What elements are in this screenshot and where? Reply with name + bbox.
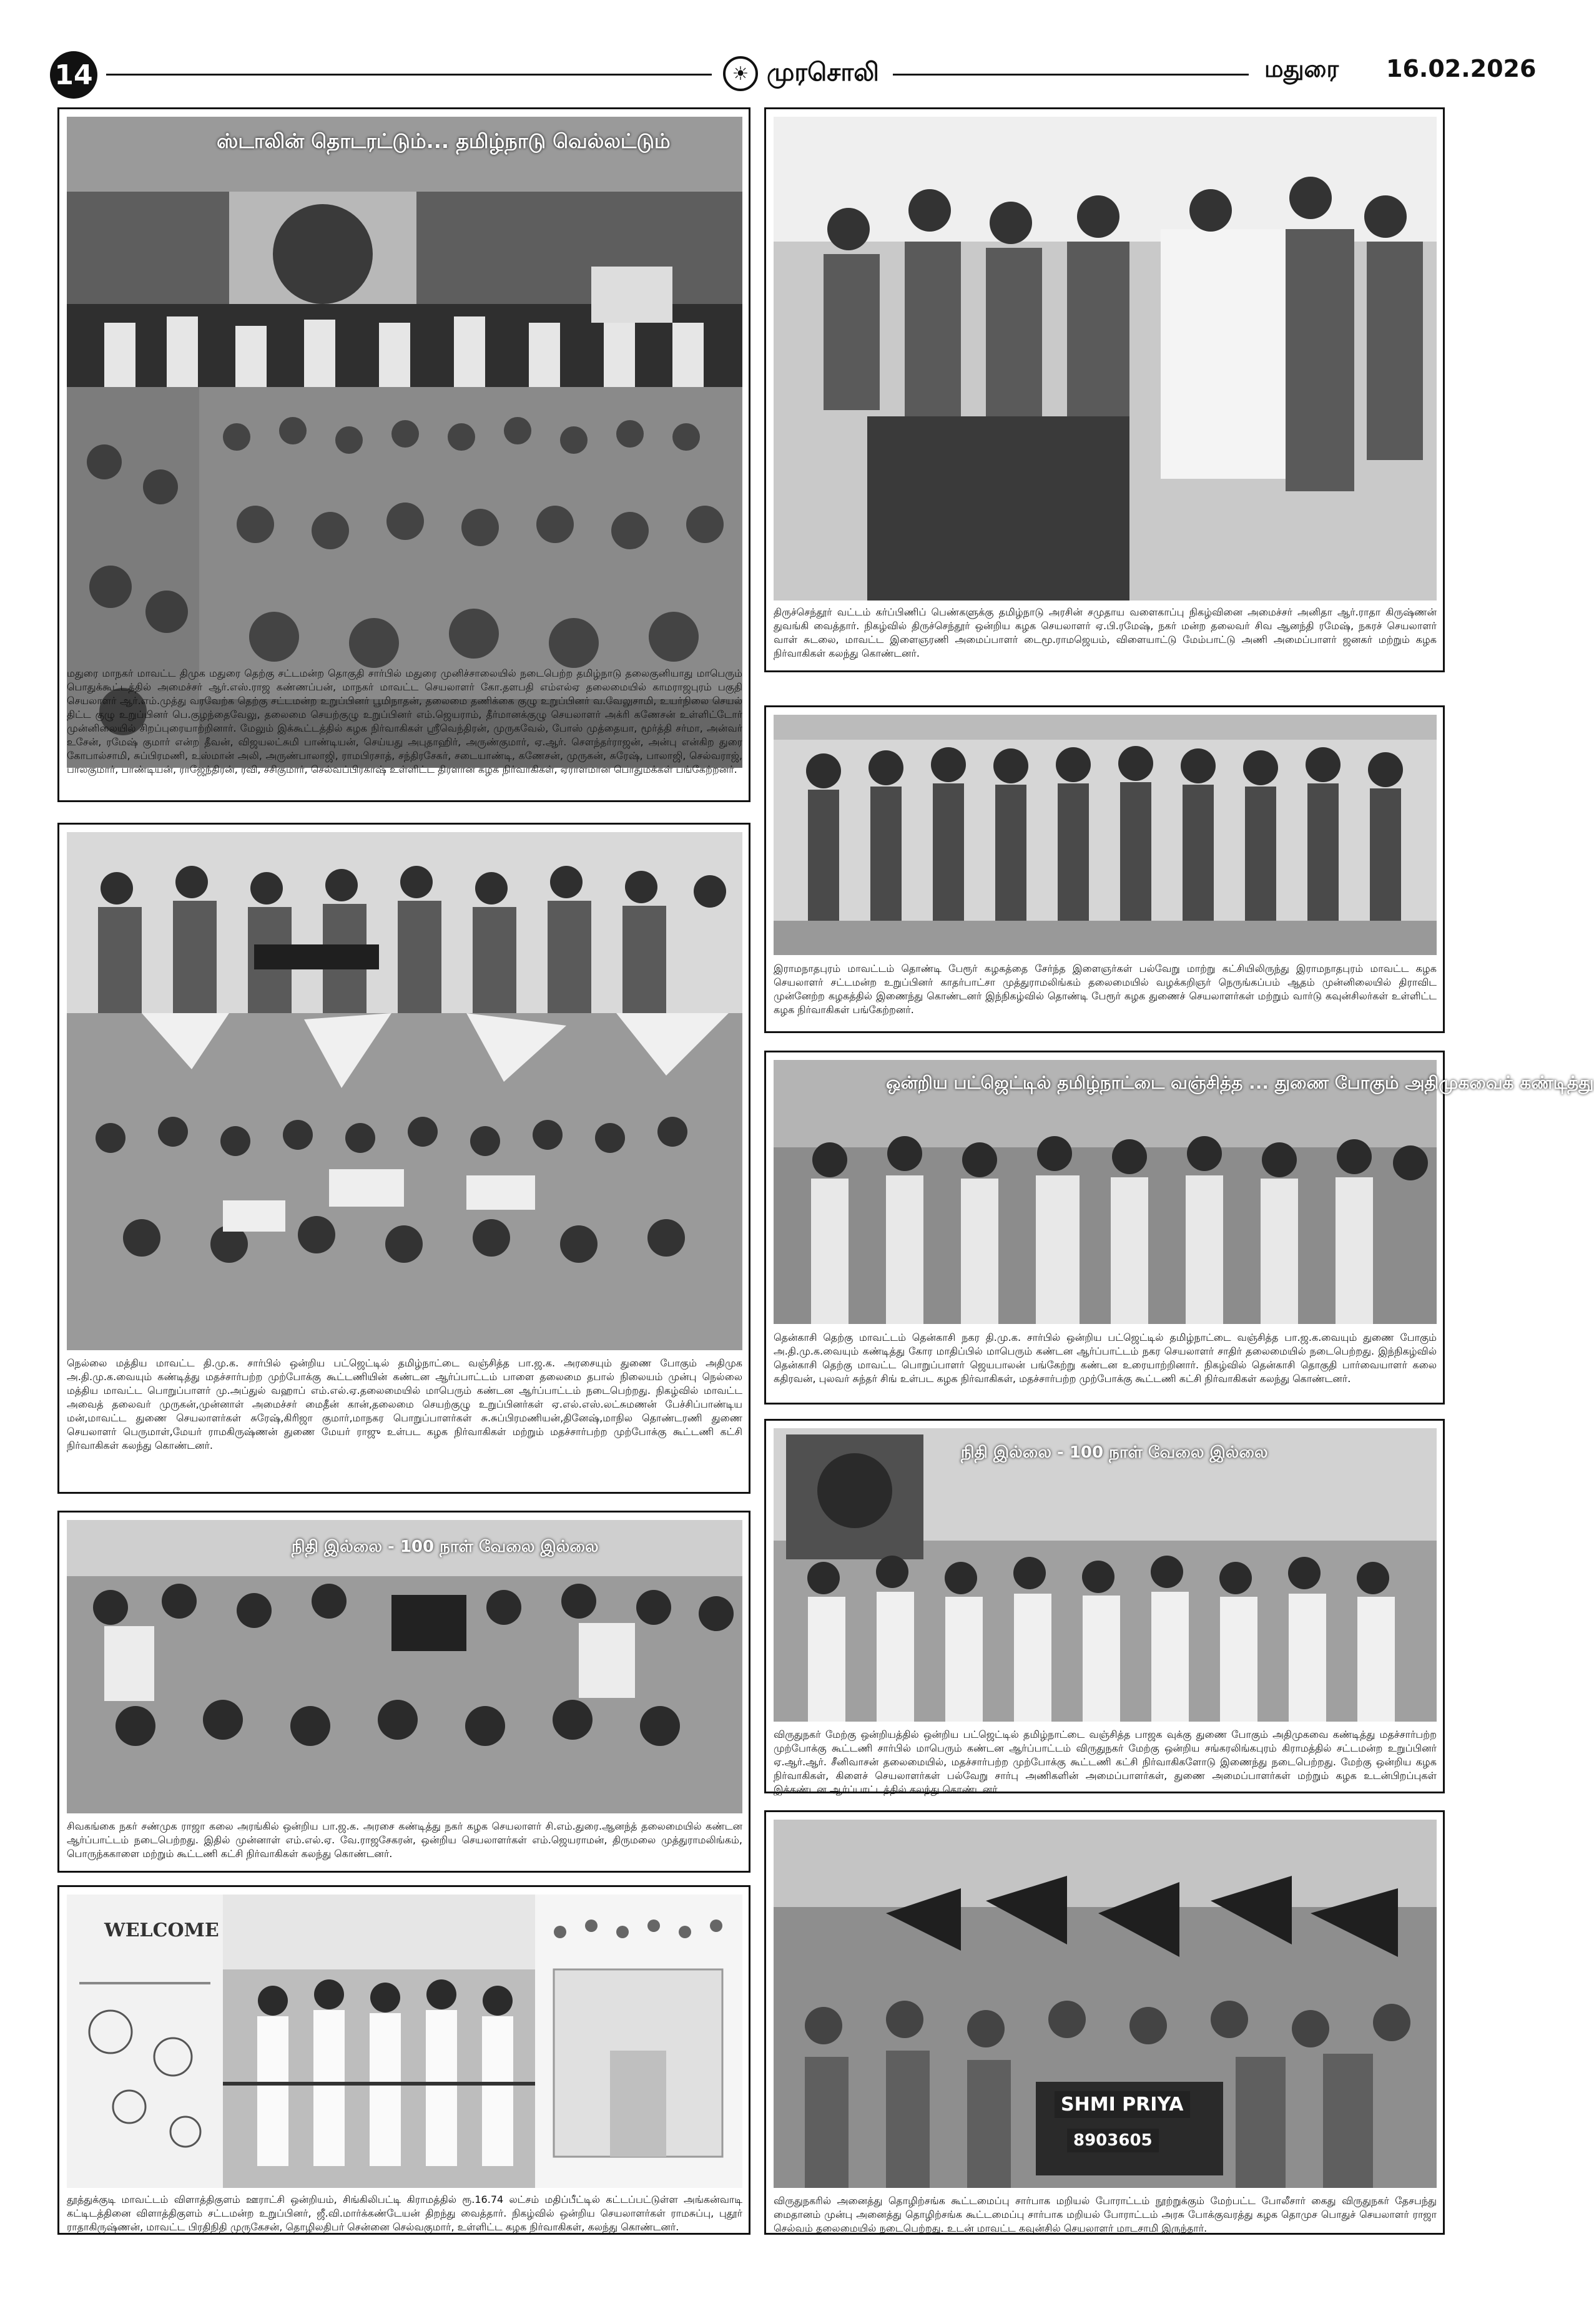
photo-protest xyxy=(67,1520,742,1813)
photo-protest xyxy=(774,1060,1594,1324)
story-tenkasi-protest xyxy=(764,1051,1594,1405)
story-caption: இராமநாதபுரம் மாவட்டம் தொண்டி பேரூர் கழகத்தை சேர்ந்த இளைஞர்கள் பல்வேறு மாற்று கட்சியிலிருந்து இராமநாதபுரம் மாவட்ட கழக செயலாளர் சட்டமன்ற உறுப்பினர் காதர்பாட்சா முத்துராமலிங்கம் தலைமையில் வழக்கறிஞர் நெருங்கப்பம் ஆதம் முன்னிலையில் திராவிட முன்னேற்ற கழகத்தில் இணைந்து கொண்டனர் இந்நிகழ்வில் தொண்டி பேரூர் கழக துணைச் செயலாளர்கள் மற்றும் வார்டு கவுன்சிலர்கள் உள்ளிட்ட கழக நிர்வாகிகள் பங்கேற்றனர். xyxy=(774,963,1437,1016)
photo-banner-text: ஒன்றிய பட்ஜெட்டில் தமிழ்நாட்டை வஞ்சித்த ... துணை போகும் அதிமுகவைக் கண்டித்து xyxy=(886,1072,1594,1093)
story-nellai-protest xyxy=(57,823,750,1494)
story-virudhunagar-union xyxy=(764,1810,1445,2235)
welcome-sign-text: WELCOME xyxy=(104,1920,219,1941)
photo-protest xyxy=(774,1428,1437,1722)
photo-stage xyxy=(67,832,742,1013)
issue-date: 16.02.2026 xyxy=(1386,55,1537,82)
story-caption: தூத்துக்குடி மாவட்டம் விளாத்திகுளம் ஊராட்சி ஒன்றியம், சிங்கிலிபட்டி கிராமத்தில் ரூ.16.74 லட்சம் மதிப்பீட்டில் கட்டப்பட்டுள்ள அங்கன்வாடி கட்டிடத்தினை விளாத்திகுளம் சட்டமன்ற உறுப்பினர், ஜீ.வி.மார்க்கண்டேயன் திறந்து வைத்தார். நிகழ்வில் ஒன்றிய செயலாளர்கள் ராமசுப்பு, புதூர் ராதாகிருஷ்ணன், மாவட்ட பிரதிநிதி முருகேசன், தொழிலதிபர் சென்னை செல்வகுமார், உள்ளிட்ட கழக நிர்வாகிகள், கலந்து கொண்டனர். xyxy=(67,2194,743,2233)
story-caption: விருதுநகரில் அனைத்து தொழிற்சங்க கூட்டமைப்பு சார்பாக மறியல் போராட்டம் நூற்றுக்கும் மேற்பட்ட போலீசார் கைது விருதுநகர் தேசபந்து மைதானம் முன்பு அனைத்து தொழிற்சங்க கூட்டமைப்பு சார்பாக மறியல் போராட்டம் அரசு போக்குவரத்து கழக தொமுச பொதுச் செயலாளர் ராஜா செல்வம் தலைமையில் நடைபெற்றது. உடன் மாவட்ட கவுன்சில் செயலாளர் மாடசாமி இருந்தார். xyxy=(774,2195,1437,2234)
paper-name: முரசொலி xyxy=(767,57,879,87)
story-caption: மதுரை மாநகர் மாவட்ட திமுக மதுரை தெற்கு சட்டமன்ற தொகுதி சார்பில் மதுரை முனிச்சாலையில் நடைபெற்ற தமிழ்நாடு தலைகுனியாது மாபெரும் பொதுக்கூட்டத்தில் அமைச்சர் ஆர்.எஸ்.ராஜ கண்ணப்பன், மாநகர் மாவட்ட செயலாளர் கோ.தளபதி எம்எல்ஏ தலைமையில் காமராஜபுரம் பகுதி செயலாளர் ஆர்.எம்.முத்து வரவேற்க தெற்கு சட்டமன்ற உறுப்பினர் பூமிநாதன், தலைமை தணிக்கை குழு உறுப்பினர் வ.வேலுசாமி, உயர்நிலை செயல் திட்ட குழு உறுப்பினர் பெ.குழந்தைவேலு, தலைமை செயற்குழு உறுப்பினர் எம்.ஜெயராம், தீர்மானக்குழு செயலாளர் அக்ரி கணேசன் உள்ளிட்டோர் முன்னிலையில் சிறப்புரையாற்றினார். மேலும் இக்கூட்டத்தில் கழக நிர்வாகிகள் ஸ்ரீவெந்திரன், முருகவேல், போஸ் முத்தையா, மூர்த்தி சர்மா, அன்வர் உசேன், ரமேஷ் குமார் என்ற தீவன், விஜயலட்சுமி பாண்டியன், செய்யது அபுதாஹிர், அருண்குமார், ஏ.ஆர். சௌந்தர்ராஜன், அன்பு என்கிற துரை கோபால்சாமி, சுப்பிரமணி, உஸ்மான் அலி, அருண்பாலாஜி, ராமபிரசாத், சந்திரசேகர், சடையாண்டி, கணேசன், முருகன், சுரேஷ், பாலாஜி, செல்வராஜ், பாலகுமார், பாண்டியன், ராஜேந்திரன், ரவி, சசிகுமார், செல்வப்பிரகாஷ் உள்ளிட்ட திரளான கழக நிர்வாகிகள், ஏராளமான பொதுமக்கள் பங்கேற்றனர். xyxy=(67,667,743,775)
photo-banner-text: நிதி இல்லை - 100 நாள் வேலை இல்லை xyxy=(961,1443,1268,1462)
story-madurai-meeting xyxy=(57,107,750,802)
photo-stage xyxy=(67,117,742,391)
photo-crowd xyxy=(67,1013,742,1350)
story-thiruchendur xyxy=(764,107,1445,672)
story-caption: விருதுநகர் மேற்கு ஒன்றியத்தில் ஒன்றிய பட்ஜெட்டில் தமிழ்நாட்டை வஞ்சித்த பாஜக வுக்கு துணை போகும் அதிமுகவை கண்டித்து மதச்சார்பற்ற முற்போக்கு கூட்டணி சார்பில் மாபெரும் கண்டன ஆர்ப்பாட்டம் விருதுநகர் மேற்கு ஒன்றிய சங்கரலிங்கபுரம் கிராமத்தில் சட்டமன்ற உறுப்பினர் ஏ.ஆர்.ஆர். சீனிவாசன் தலைமையில், மதச்சார்பற்ற முற்போக்கு கூட்டணி கட்சி நிர்வாகிகளோடு இணைந்து நடைபெற்றது. மேற்கு ஒன்றிய கழக நிர்வாகிகள், கிளைச் செயலாளர்கள் பல்வேறு சார்பு அணிகளின் அமைப்பாளர்கள், துணை அமைப்பாளர்கள் மற்றும் கழக உடன்பிறப்புகள் இக்கண்டன ஆர்ப்பாட்டத்தில் கலந்து கொண்டனர். xyxy=(774,1728,1437,1795)
story-caption: திருச்செந்தூர் வட்டம் கர்ப்பிணிப் பெண்களுக்கு தமிழ்நாடு அரசின் சமுதாய வளைகாப்பு நிகழ்வினை அமைச்சர் அனிதா ஆர்.ராதா கிருஷ்ணன் துவங்கி வைத்தார். நிகழ்வில் திருச்செந்தூர் ஒன்றிய கழக செயலாளர் ஏ.பி.ரமேஷ், நகர் மன்ற தலைவர் சிவ ஆனந்தி ரமேஷ், நகரச் செயலாளர் வாள் சுடலை, மாவட்ட இளைஞரணி அமைப்பாளர் டைமூ.ராமஜெயம், விளையாட்டு மேம்பாட்டு அணி அமைப்பாளர் ஜனகர் மற்றும் கழக நிர்வாகிகள் கலந்து கொண்டனர். xyxy=(774,606,1437,659)
paper-brand xyxy=(723,54,885,94)
story-ramanathapuram xyxy=(764,705,1445,1033)
masthead-rule-right xyxy=(893,74,1249,76)
rising-sun-icon: ☀ xyxy=(723,56,758,91)
shop-phone-text: 8903605 xyxy=(1067,2129,1159,2152)
photo-event xyxy=(774,117,1437,601)
photo-group xyxy=(774,715,1437,955)
photo-welcome-board xyxy=(67,1895,223,2188)
edition-label: மதுரை xyxy=(1264,55,1339,82)
shop-sign-text: SHMI PRIYA xyxy=(1055,2091,1190,2118)
page-number: 14 xyxy=(50,51,97,99)
masthead-rule-left xyxy=(106,74,712,76)
story-sivaganga-protest xyxy=(57,1511,750,1873)
photo-banner-text: ஸ்டாலின் தொடரட்டும்... தமிழ்நாடு வெல்லட்டும் xyxy=(217,129,671,153)
photo-building xyxy=(535,1895,742,2188)
masthead xyxy=(50,49,1537,99)
photo-rally xyxy=(774,1820,1437,2188)
story-caption: தென்காசி தெற்கு மாவட்டம் தென்காசி நகர தி.மு.க. சார்பில் ஒன்றிய பட்ஜெட்டில் தமிழ்நாட்டை வஞ்சித்த பா.ஜ.க.வையும் துணை போகும் அ.தி.மு.க.வையும் கண்டித்து கோர மாதிப்பில் மாபெரும் கண்டன ஆர்ப்பாட்டம் நகர செயலாளர் சாதிர் தலைமையில் நடைபெற்றது. இந்நிகழ்வில் தென்காசி தெற்கு மாவட்ட பொறுப்பாளர் ஜெயபாலன் பங்கேற்று கண்டன உரையாற்றினார். நிகழ்வில் தென்காசி தொகுதி பார்வையாளர் கலை கதிரவன், புலவர் சுந்தர் சிங் உள்பட கழக நிர்வாகிகள், மதச்சார்பற்ற முற்போக்கு கூட்டணி கட்சி நிர்வாகிகள் கலந்து கொண்டனர். xyxy=(774,1331,1437,1385)
story-thoothukudi-anganwadi xyxy=(57,1885,750,2235)
story-caption: நெல்லை மத்திய மாவட்ட தி.மு.க. சார்பில் ஒன்றிய பட்ஜெட்டில் தமிழ்நாட்டை வஞ்சித்த பா.ஜ.க. அரசையும் துணை போகும் அதிமுக அ.தி.மு.க.வையும் கண்டித்து மதச்சார்பற்ற முற்போக்கு கூட்டணியின் கண்டன ஆர்ப்பாட்டம் பாளை தலைமை தபால் நிலையம் முன்பு நெல்லை மத்திய மாவட்ட பொறுப்பாளர் மு.அப்துல் வஹாப் எம்.எல்.ஏ.தலைமையில் மாபெரும் கண்டன ஆர்ப்பாட்டம் நடைபெற்றது. நிகழ்வில் மாவட்ட அவைத் தலைவர் முருகன்,முன்னாள் அமைச்சர் மைதீன் கான்,தலைமை செயற்குழு உறுப்பினர்கள் ஏ.எல்.எஸ்.லட்சுமணன் பேச்சிப்பாண்டிய மன்,மாவட்ட துணை செயலாளர்கள் சுரேஷ்,கிரிஜா குமார்,மாநகர பொறுப்பாளர்கள் சு.சுப்பிரமணியன்,தினேஷ்,மாநில தொண்டரணி துணை செயலாளர் பெருமாள்,மேயர் ராமகிருஷ்ணன் துணை மேயர் ராஜு உள்பட கழக நிர்வாகிகள் மற்றும் மதச்சார்பற்ற முற்போக்கு கூட்டணி கட்சி நிர்வாகிகள் கலந்து கொண்டனர். xyxy=(67,1357,742,1451)
story-virudhunagar-west xyxy=(764,1419,1445,1793)
photo-ribbon-cutting xyxy=(223,1895,535,2188)
story-caption: சிவகங்கை நகர் சண்முக ராஜா கலை அரங்கில் ஒன்றிய பா.ஜ.க. அரசை கண்டித்து நகர் கழக செயலாளர் சி.எம்.துரை.ஆனந்த் தலைமையில் கண்டன ஆர்ப்பாட்டம் நடைபெற்றது. இதில் முன்னாள் எம்.எல்.ஏ. வே.ராஜசேகரன், ஒன்றிய செயலாளர்கள் எம்.ஜெயராமன், திருமலை முத்துராமலிங்கம், பொருந்ககாளை மற்றும் கூட்டணி கட்சி நிர்வாகிகள் கலந்து கொண்டனர். xyxy=(67,1820,742,1860)
photo-banner-text: நிதி இல்லை - 100 நாள் வேலை இல்லை xyxy=(292,1537,599,1556)
